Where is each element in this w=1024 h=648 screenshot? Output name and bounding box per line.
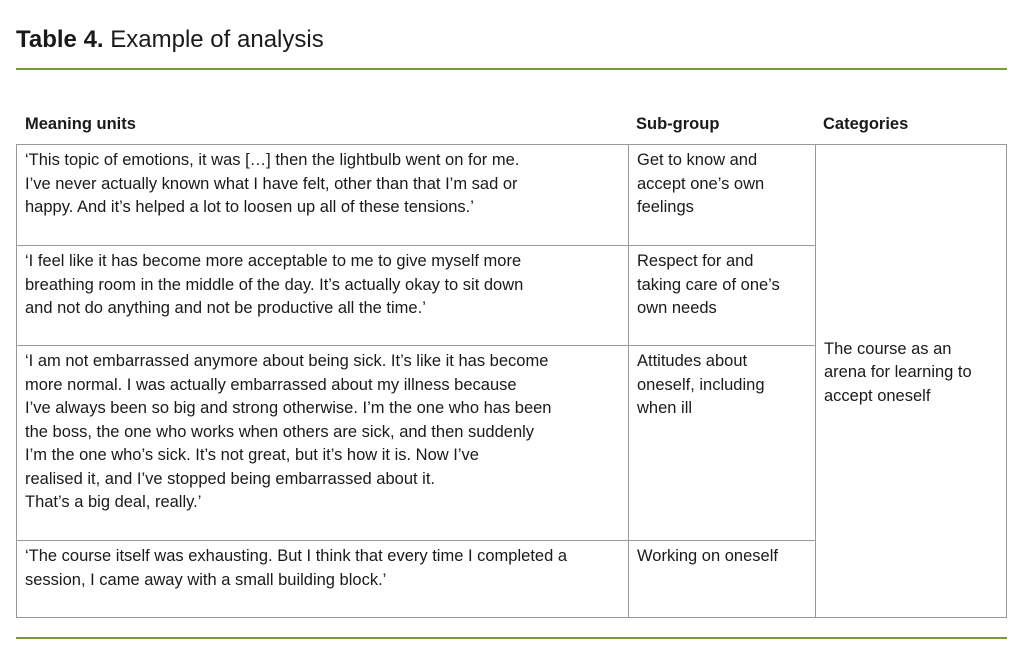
subgroup-cell: Get to know and accept one’s own feelings (629, 145, 816, 246)
subgroup-cell: Respect for and taking care of one’s own needs (629, 246, 816, 346)
meaning-cell: ‘The course itself was exhausting. But I think that every time I completed a session, I came away with a small building block.’ (17, 541, 629, 618)
subgroup-cell: Working on oneself (629, 541, 816, 618)
table-label: Table 4. (16, 26, 104, 53)
category-cell: The course as an arena for learning to accept oneself (816, 145, 1007, 618)
header-categories: Categories (823, 115, 909, 133)
header-meaning-units: Meaning units (25, 115, 136, 133)
table-caption: Example of analysis (110, 26, 324, 53)
meaning-cell: ‘This topic of emotions, it was […] then the lightbulb went on for me. I’ve never actually known what I have felt, other than that I’m sad or happy. And it’s helped a lot to loosen up all of these tensions.’ (17, 145, 629, 246)
subgroup-cell: Attitudes about oneself, including when ill (629, 346, 816, 541)
table-row (17, 145, 1007, 246)
top-rule (16, 68, 1007, 70)
bottom-rule (16, 637, 1007, 639)
meaning-cell: ‘I feel like it has become more acceptable to me to give myself more breathing room in the middle of the day. It’s actually okay to sit down and not do anything and not be productive all the time.’ (17, 246, 629, 346)
analysis-table (16, 144, 1007, 618)
table-title (16, 26, 324, 54)
meaning-cell: ‘I am not embarrassed anymore about being sick. It’s like it has become more normal. I was actually embarrassed about my illness because I’ve always been so big and strong otherwise. I’m the one who has been the boss, the one who works when others are sick, and then suddenly I’m the one who’s sick. It’s not great, but it’s how it is. Now I’ve realised it, and I’ve stopped being embarrassed about it. That’s a big deal, really.’ (17, 346, 629, 541)
header-sub-group: Sub-group (636, 115, 720, 133)
